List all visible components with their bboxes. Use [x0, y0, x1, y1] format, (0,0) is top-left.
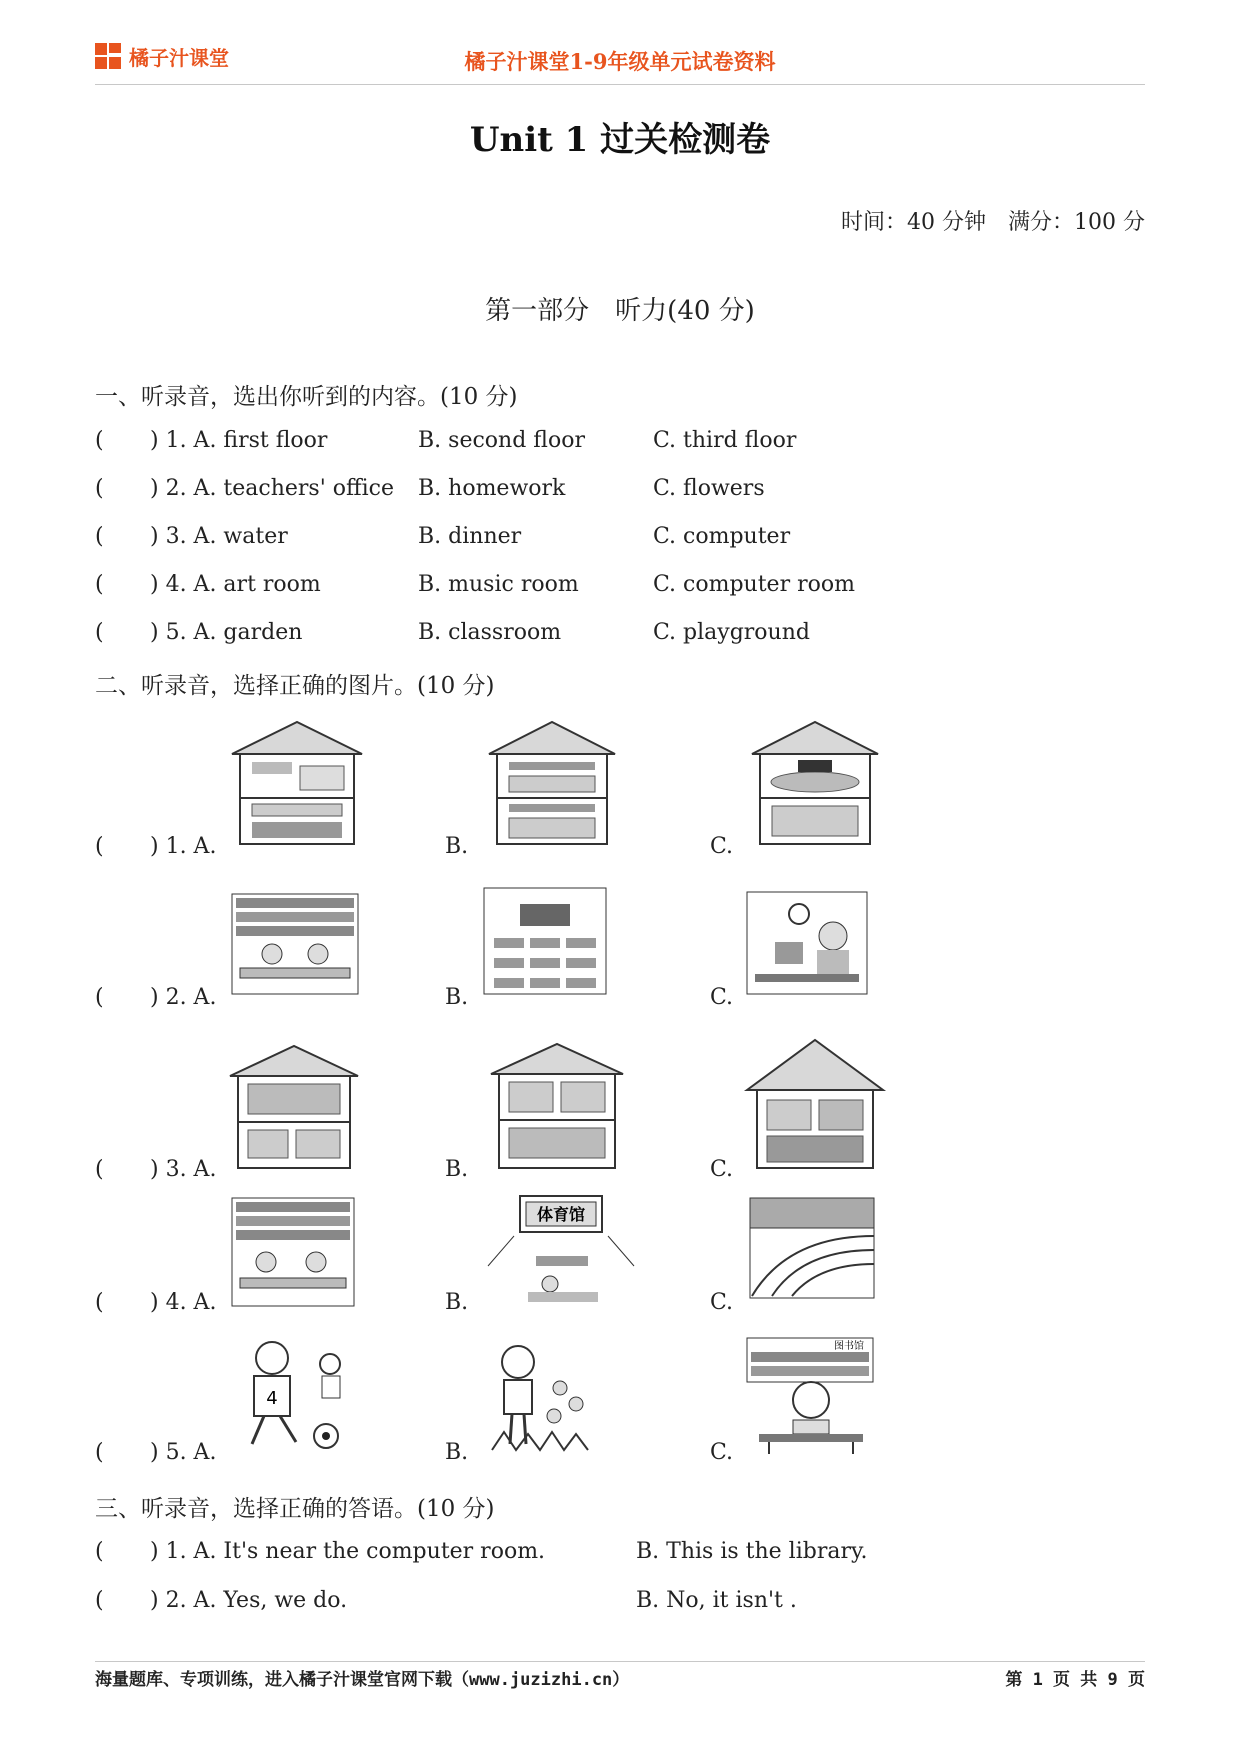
option-a: ) 2. A. — [150, 985, 217, 1010]
option-a: ) 5. A. — [150, 1440, 217, 1465]
option-b: B. No, it isn't . — [636, 1588, 797, 1613]
option-b: B. second floor — [418, 428, 585, 453]
option-a: ) 4. A. — [150, 1290, 217, 1315]
option-c: C. — [710, 1157, 734, 1182]
option-a: ) 2. A. Yes, we do. — [150, 1588, 348, 1613]
answer-paren[interactable]: ( — [95, 1440, 104, 1465]
gym-sign: 体育馆 — [536, 1205, 586, 1224]
house-desks-b-picture[interactable] — [487, 1040, 627, 1172]
header-title: 橘子汁课堂1-9年级单元试卷资料 — [464, 49, 776, 74]
brand-logo-icon — [95, 43, 123, 71]
option-c: C. — [710, 985, 734, 1010]
option-b: B. — [445, 834, 469, 859]
option-c: C. — [710, 834, 734, 859]
option-a: ) 1. A. first floor — [150, 428, 328, 453]
option-b: B. This is the library. — [636, 1539, 868, 1564]
jersey-number: 4 — [266, 1388, 278, 1409]
house-desks-picture[interactable] — [226, 1042, 362, 1172]
answer-paren[interactable]: ( — [95, 1588, 104, 1613]
answer-paren[interactable]: ( — [95, 620, 104, 645]
option-c: C. third floor — [653, 428, 797, 453]
answer-paren[interactable]: ( — [95, 834, 104, 859]
section-3-title: 三、听录音，选择正确的答语。(10 分) — [95, 1496, 495, 1522]
option-b: B. — [445, 1157, 469, 1182]
playground-picture[interactable] — [748, 1196, 876, 1300]
option-a: ) 3. A. — [150, 1157, 217, 1182]
answer-paren[interactable]: ( — [95, 1157, 104, 1182]
option-a: ) 1. A. — [150, 834, 217, 859]
house-classroom-picture[interactable] — [485, 718, 619, 848]
brand — [95, 42, 229, 71]
girl-flowers-picture[interactable] — [488, 1340, 594, 1454]
option-b: B. dinner — [418, 524, 522, 549]
house-stage-picture[interactable] — [748, 718, 882, 848]
footer-link-text[interactable]: 海量题库、专项训练，进入橘子汁课堂官网下载（www.juzizhi.cn） — [95, 1670, 630, 1690]
section-1-title: 一、听录音，选出你听到的内容。(10 分) — [95, 384, 518, 410]
page-title: Unit 1 过关检测卷 — [469, 120, 771, 160]
option-a: ) 3. A. water — [150, 524, 288, 549]
option-a: ) 4. A. art room — [150, 572, 321, 597]
exam-meta: 时间：40 分钟 满分：100 分 — [841, 210, 1145, 235]
answer-paren[interactable]: ( — [95, 476, 104, 501]
option-a: ) 2. A. teachers' office — [150, 476, 395, 501]
section-2-title: 二、听录音，选择正确的图片。(10 分) — [95, 673, 495, 699]
answer-paren[interactable]: ( — [95, 428, 104, 453]
answer-paren[interactable]: ( — [95, 985, 104, 1010]
office-teacher-picture[interactable] — [745, 890, 869, 996]
house-two-floor-picture[interactable] — [228, 718, 366, 848]
option-b: B. — [445, 1440, 469, 1465]
gym-picture[interactable] — [484, 1192, 638, 1308]
footer-divider — [95, 1661, 1145, 1662]
library-boy-picture[interactable] — [745, 1336, 875, 1456]
classroom-desks-picture[interactable] — [482, 886, 608, 996]
option-a: ) 5. A. garden — [150, 620, 303, 645]
option-c: C. computer — [653, 524, 791, 549]
part-heading: 第一部分 听力(40 分) — [485, 296, 755, 326]
option-c: C. computer room — [653, 572, 855, 597]
page-number: 第 1 页 共 9 页 — [1005, 1670, 1145, 1690]
answer-paren[interactable]: ( — [95, 572, 104, 597]
house-desks-c-picture[interactable] — [743, 1036, 887, 1172]
answer-paren[interactable]: ( — [95, 1539, 104, 1564]
option-a: ) 1. A. It's near the computer room. — [150, 1539, 546, 1564]
header-divider — [95, 84, 1145, 85]
library-sign: 图书馆 — [834, 1341, 864, 1352]
answer-paren[interactable]: ( — [95, 524, 104, 549]
option-b: B. music room — [418, 572, 579, 597]
option-b: B. classroom — [418, 620, 562, 645]
answer-paren[interactable]: ( — [95, 1290, 104, 1315]
option-c: C. — [710, 1290, 734, 1315]
option-b: B. homework — [418, 476, 566, 501]
option-b: B. — [445, 985, 469, 1010]
option-c: C. playground — [653, 620, 810, 645]
option-b: B. — [445, 1290, 469, 1315]
library-students-picture[interactable] — [230, 1196, 356, 1308]
boys-football-picture[interactable] — [224, 1338, 374, 1454]
option-c: C. flowers — [653, 476, 765, 501]
library-reading-picture[interactable] — [230, 892, 360, 996]
option-c: C. — [710, 1440, 734, 1465]
brand-name: 橘子汁课堂 — [129, 46, 229, 70]
